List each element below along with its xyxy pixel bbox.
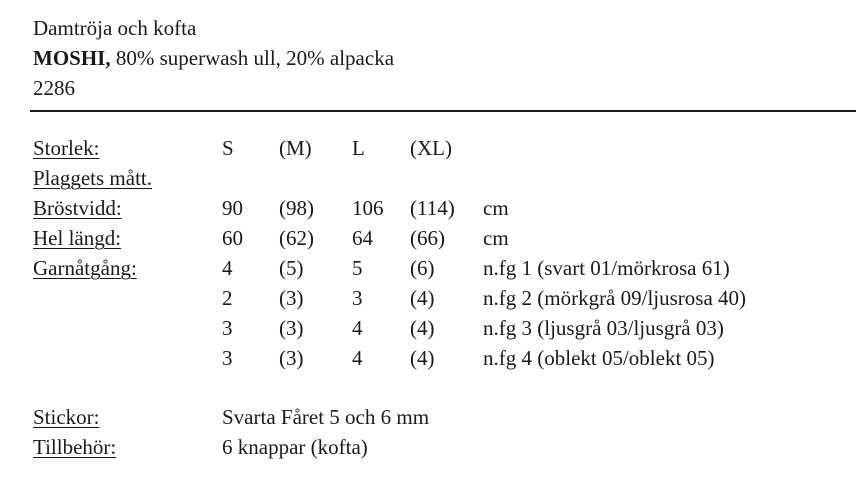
yarn-row bbox=[0, 344, 856, 372]
bust-value-xl: (114) bbox=[410, 196, 455, 220]
yarn-value-s: 2 bbox=[222, 286, 233, 310]
accessories-row bbox=[0, 433, 856, 461]
yarn-row bbox=[0, 314, 856, 342]
yarn-value-m: (3) bbox=[279, 286, 304, 310]
length-row bbox=[0, 224, 856, 252]
header-divider bbox=[30, 110, 856, 112]
sizes-label: Storlek: bbox=[33, 136, 100, 160]
measurements-heading: Plaggets mått. bbox=[33, 166, 152, 190]
bust-value-m: (98) bbox=[279, 196, 314, 220]
yarn-value-xl: (6) bbox=[410, 256, 435, 280]
yarn-row bbox=[0, 284, 856, 312]
yarn-name: MOSHI, bbox=[33, 46, 111, 70]
yarn-value-s: 3 bbox=[222, 346, 233, 370]
accessories-value: 6 knappar (kofta) bbox=[222, 435, 368, 459]
yarn-value-s: 4 bbox=[222, 256, 233, 280]
yarn-color-note: n.fg 1 (svart 01/mörkrosa 61) bbox=[483, 256, 730, 280]
size-m: (M) bbox=[279, 136, 312, 160]
yarn-value-l: 3 bbox=[352, 286, 363, 310]
sizes-row bbox=[0, 134, 856, 162]
yarn-value-xl: (4) bbox=[410, 286, 435, 310]
bust-value-s: 90 bbox=[222, 196, 243, 220]
needles-row bbox=[0, 403, 856, 431]
yarn-color-note: n.fg 4 (oblekt 05/oblekt 05) bbox=[483, 346, 715, 370]
length-value-m: (62) bbox=[279, 226, 314, 250]
yarn-value-s: 3 bbox=[222, 316, 233, 340]
length-value-xl: (66) bbox=[410, 226, 445, 250]
accessories-label: Tillbehör: bbox=[33, 435, 117, 459]
yarn-label: Garnåtgång: bbox=[33, 256, 137, 280]
yarn-value-m: (3) bbox=[279, 346, 304, 370]
size-s: S bbox=[222, 136, 234, 160]
yarn-value-l: 5 bbox=[352, 256, 363, 280]
length-value-l: 64 bbox=[352, 226, 373, 250]
size-xl: (XL) bbox=[410, 136, 452, 160]
bust-unit: cm bbox=[483, 196, 509, 220]
yarn-value-xl: (4) bbox=[410, 316, 435, 340]
yarn-value-m: (3) bbox=[279, 316, 304, 340]
bust-row bbox=[0, 194, 856, 222]
pattern-type: Damtröja och kofta bbox=[33, 16, 197, 40]
yarn-title bbox=[33, 45, 394, 71]
measurements-heading-row bbox=[0, 164, 856, 192]
yarn-color-note: n.fg 3 (ljusgrå 03/ljusgrå 03) bbox=[483, 316, 724, 340]
yarn-value-l: 4 bbox=[352, 316, 363, 340]
needles-label: Stickor: bbox=[33, 405, 100, 429]
size-l: L bbox=[352, 136, 365, 160]
length-unit: cm bbox=[483, 226, 509, 250]
yarn-color-note: n.fg 2 (mörkgrå 09/ljusrosa 40) bbox=[483, 286, 747, 310]
needles-value: Svarta Fåret 5 och 6 mm bbox=[222, 405, 430, 429]
length-value-s: 60 bbox=[222, 226, 243, 250]
pattern-number: 2286 bbox=[33, 76, 75, 100]
yarn-value-l: 4 bbox=[352, 346, 363, 370]
yarn-value-xl: (4) bbox=[410, 346, 435, 370]
yarn-composition: 80% superwash ull, 20% alpacka bbox=[110, 46, 395, 70]
yarn-row bbox=[0, 254, 856, 282]
bust-value-l: 106 bbox=[352, 196, 384, 220]
yarn-value-m: (5) bbox=[279, 256, 304, 280]
bust-label: Bröstvidd: bbox=[33, 196, 122, 220]
length-label: Hel längd: bbox=[33, 226, 122, 250]
